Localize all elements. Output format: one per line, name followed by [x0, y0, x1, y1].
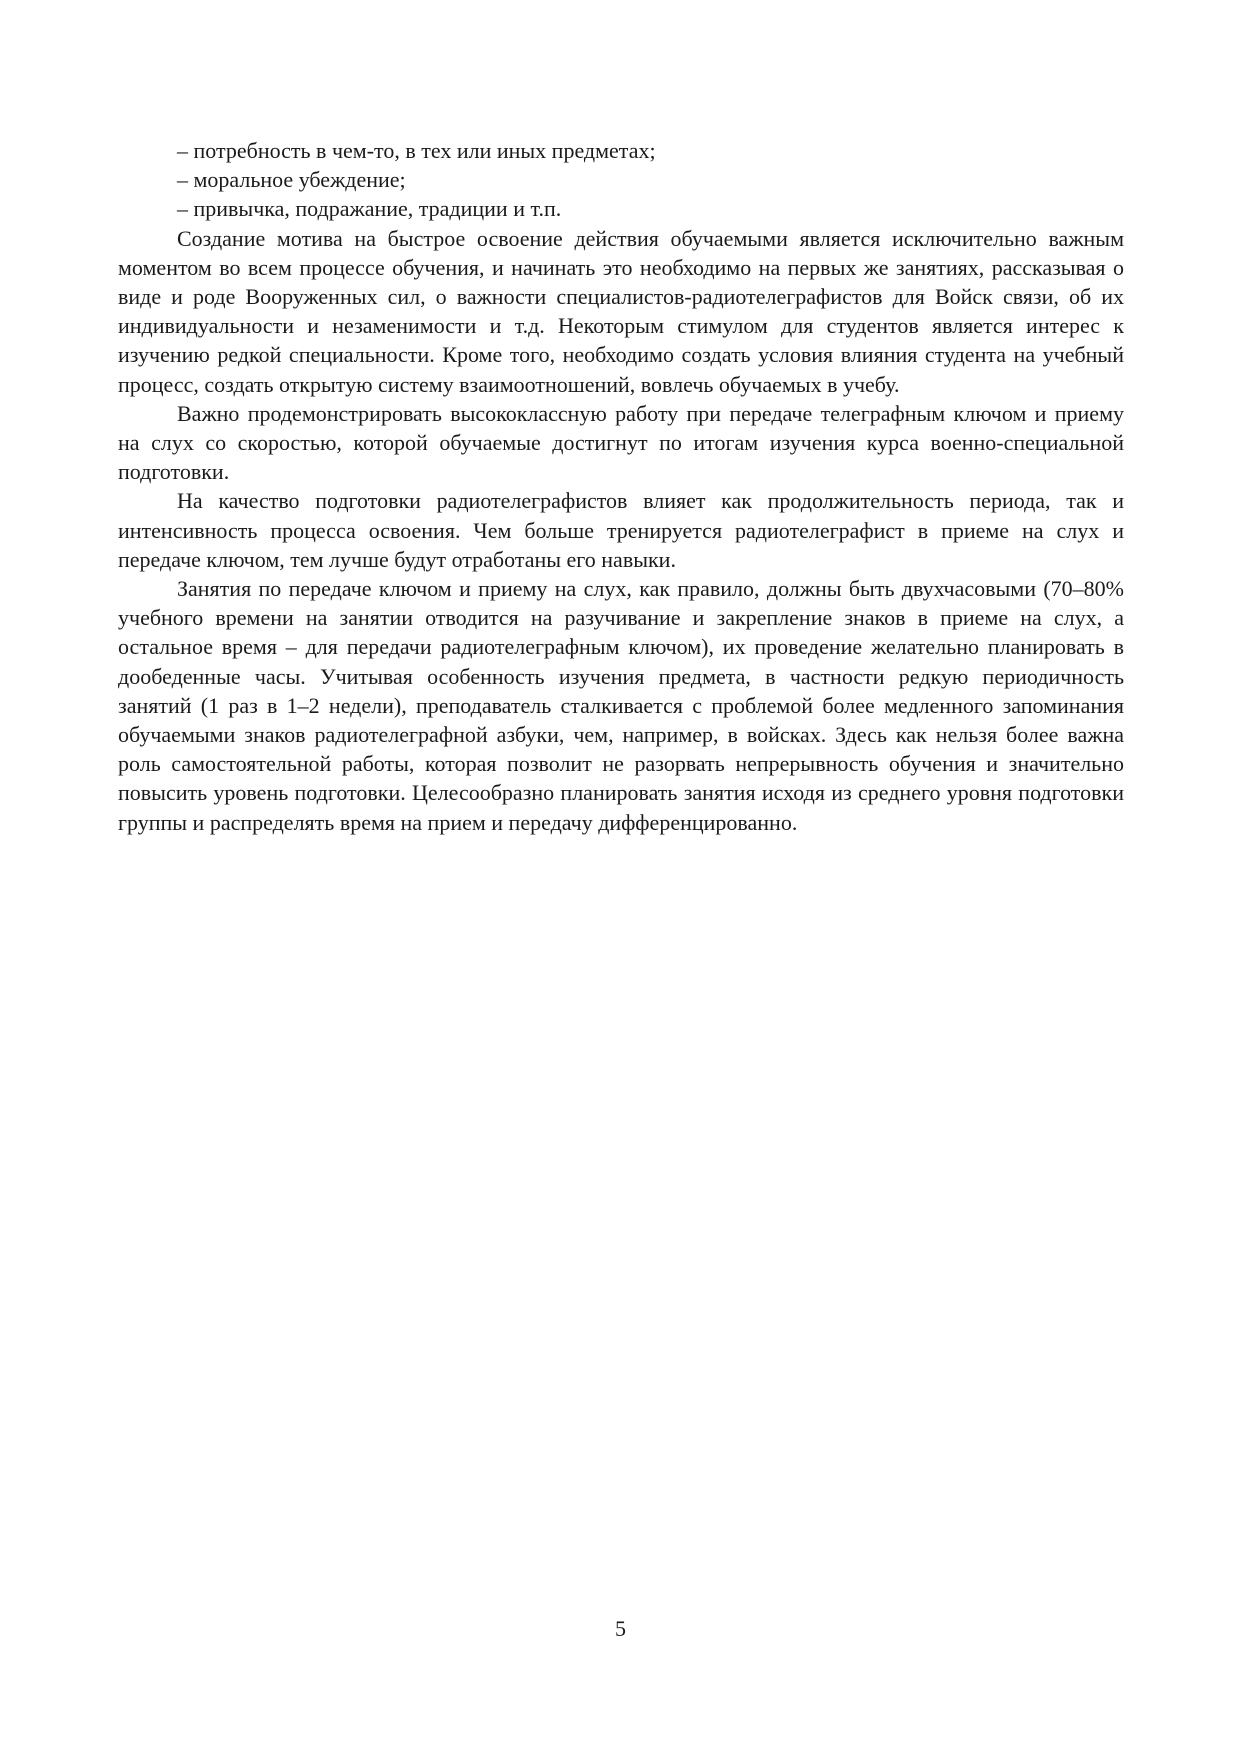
paragraph: На качество подготовки радиотелеграфистов влияет как продолжительность периода, так и интенсивность процесса освоения. Чем больше тренируется радиотелеграфист в приеме на слух и передаче ключом, тем лучше будут отработаны его навыки.: [118, 488, 1124, 572]
page-number: 5: [615, 1616, 626, 1641]
list-item: – моральное убеждение;: [177, 167, 406, 193]
list-item: – привычка, подражание, традиции и т.п.: [177, 196, 562, 222]
paragraph: Занятия по передаче ключом и приему на слух, как правило, должны быть двухчасовыми (70–80% учебного времени на занятии отводится на разучивание и закрепление знаков в приеме на слух, а остальное время – для передачи радиотелеграфным ключом), их проведение желательно планировать в дообеденные часы. Учитывая особенность изучения предмета, в частности редкую периодичность занятий (1 раз в 1–2 недели), преподаватель сталкивается с проблемой более медленного запоминания обучаемыми знаков радиотелеграфной азбуки, чем, например, в войсках. Здесь как нельзя более важна роль самостоятельной работы, которая позволит не разорвать непрерывность обучения и значительно повысить уровень подготовки. Целесообразно планировать занятия исходя из среднего уровня подготовки группы и распределять время на прием и передачу дифференцированно.: [118, 576, 1124, 835]
paragraph: Создание мотива на быстрое освоение действия обучаемыми является исключительно важным моментом во всем процессе обучения, и начинать это необходимо на первых же занятиях, рассказывая о виде и роде Вооруженных сил, о важности специалистов-радиотелеграфистов для Войск связи, об их индивидуальности и незаменимости и т.д. Некоторым стимулом для студентов является интерес к изучению редкой специальности. Кроме того, необходимо создать условия влияния студента на учебный процесс, создать открытую систему взаимоотношений, вовлечь обучаемых в учебу.: [118, 225, 1124, 397]
page-body: [118, 136, 1124, 837]
paragraph: Важно продемонстрировать высококлассную работу при передаче телеграфным ключом и приему на слух со скоростью, которой обучаемые достигнут по итогам изучения курса военно-специальной подготовки.: [118, 400, 1124, 485]
list-item: – потребность в чем-то, в тех или иных предметах;: [177, 138, 656, 163]
